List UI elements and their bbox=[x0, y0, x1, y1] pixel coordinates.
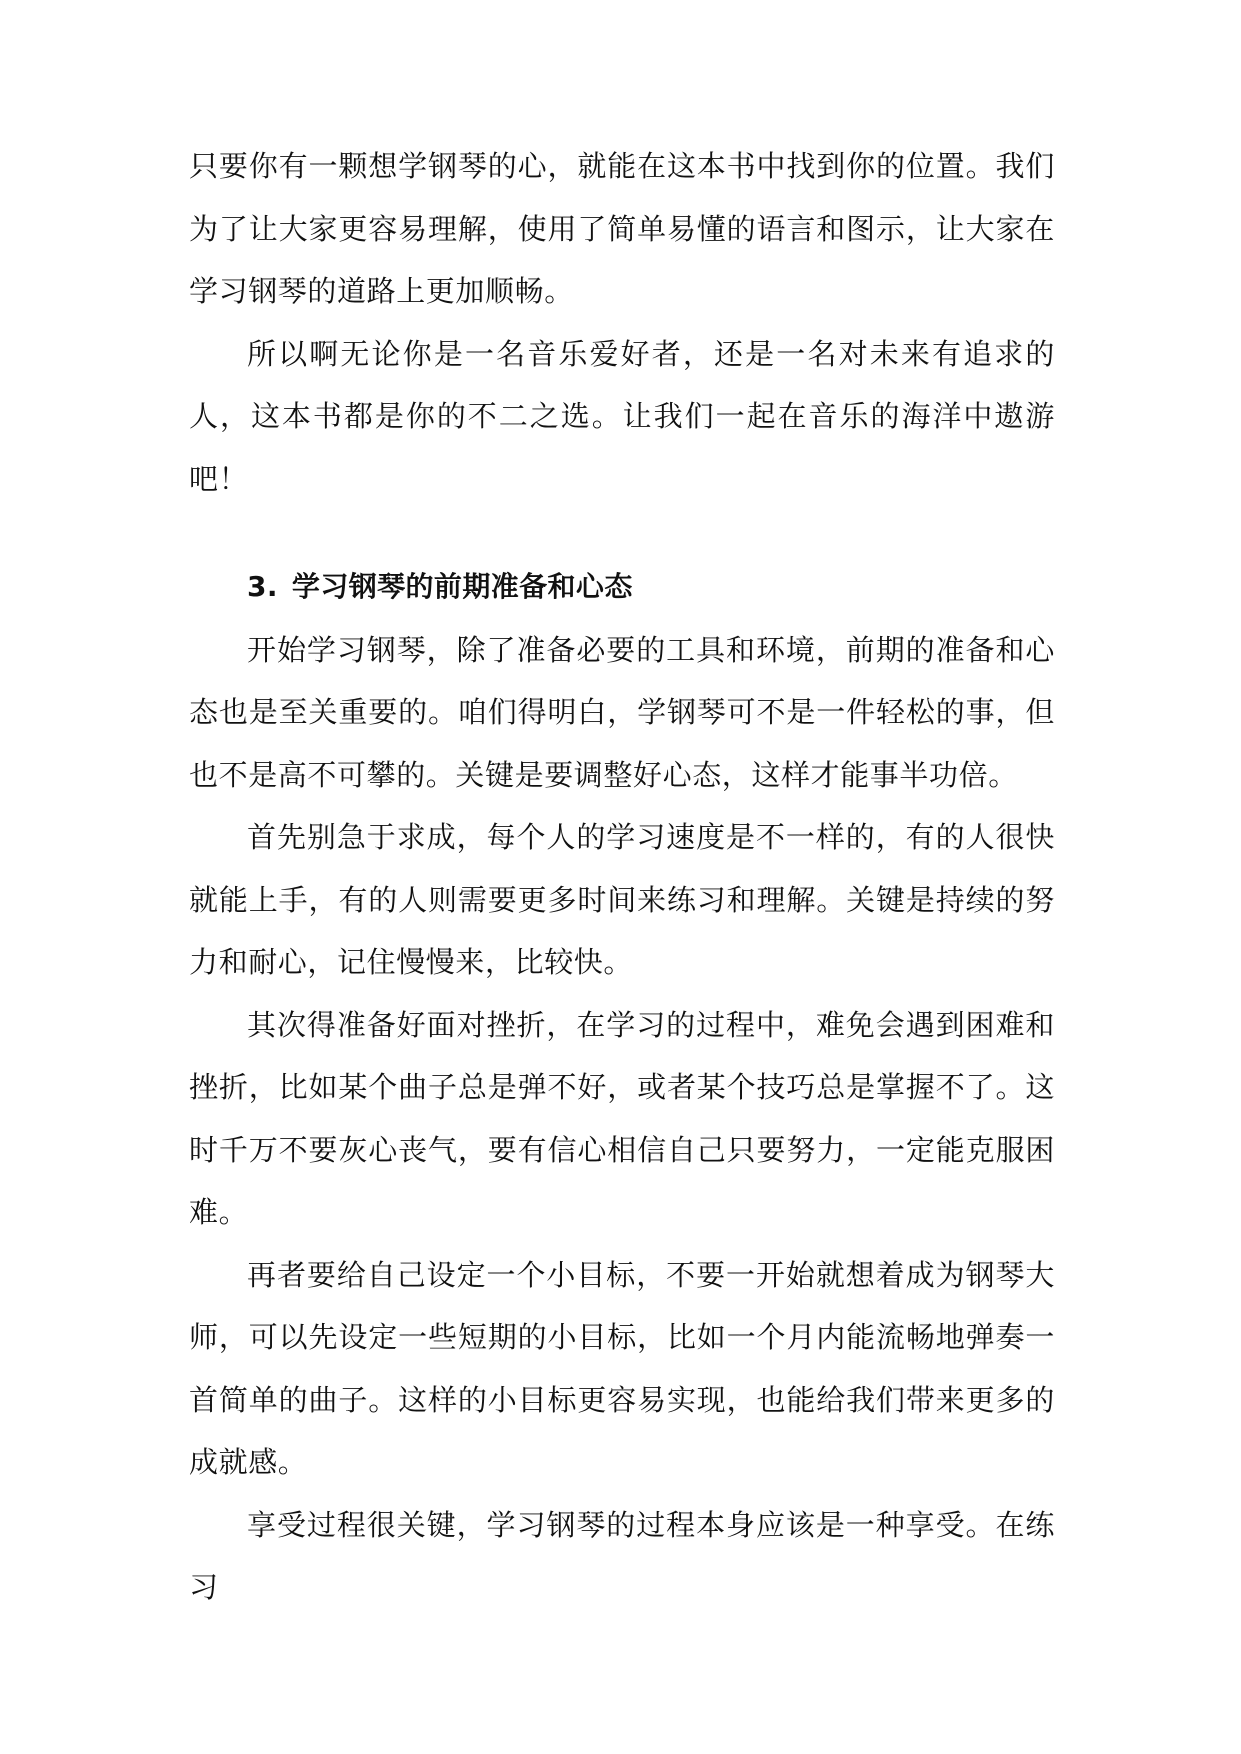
paragraph-setbacks: 其次得准备好面对挫折，在学习的过程中，难免会遇到困难和挫折，比如某个曲子总是弹不好，或者某个技巧总是掌握不了。这时千万不要灰心丧气，要有信心相信自己只要努力，一定能克服困难。 bbox=[189, 1007, 1055, 1229]
paragraph-preparation: 开始学习钢琴，除了准备必要的工具和环境，前期的准备和心态也是至关重要的。咱们得明白，学钢琴可不是一件轻松的事，但也不是高不可攀的。关键是要调整好心态，这样才能事半功倍。 bbox=[189, 632, 1055, 792]
paragraph-enjoy-process: 享受过程很关键，学习钢琴的过程本身应该是一种享受。在练习 bbox=[189, 1507, 1055, 1604]
section-title: 学习钢琴的前期准备和心态 bbox=[291, 570, 633, 603]
paragraph-patience: 首先别急于求成，每个人的学习速度是不一样的，有的人很快就能上手，有的人则需要更多时间来练习和理解。关键是持续的努力和耐心，记住慢慢来，比较快。 bbox=[189, 820, 1055, 979]
section-heading bbox=[189, 556, 1055, 619]
section-number: 3. bbox=[247, 570, 278, 603]
paragraph-intro-continued: 只要你有一颗想学钢琴的心，就能在这本书中找到你的位置。我们为了让大家更容易理解，使用了简单易懂的语言和图示，让大家在学习钢琴的道路上更加顺畅。 bbox=[189, 149, 1055, 308]
document-page bbox=[189, 135, 1055, 1619]
paragraph-goals: 再者要给自己设定一个小目标，不要一开始就想着成为钢琴大师，可以先设定一些短期的小目标，比如一个月内能流畅地弹奏一首简单的曲子。这样的小目标更容易实现，也能给我们带来更多的成就感。 bbox=[189, 1257, 1055, 1479]
paragraph-recommendation: 所以啊无论你是一名音乐爱好者，还是一名对未来有追求的人，这本书都是你的不二之选。让我们一起在音乐的海洋中遨游吧！ bbox=[189, 336, 1055, 496]
